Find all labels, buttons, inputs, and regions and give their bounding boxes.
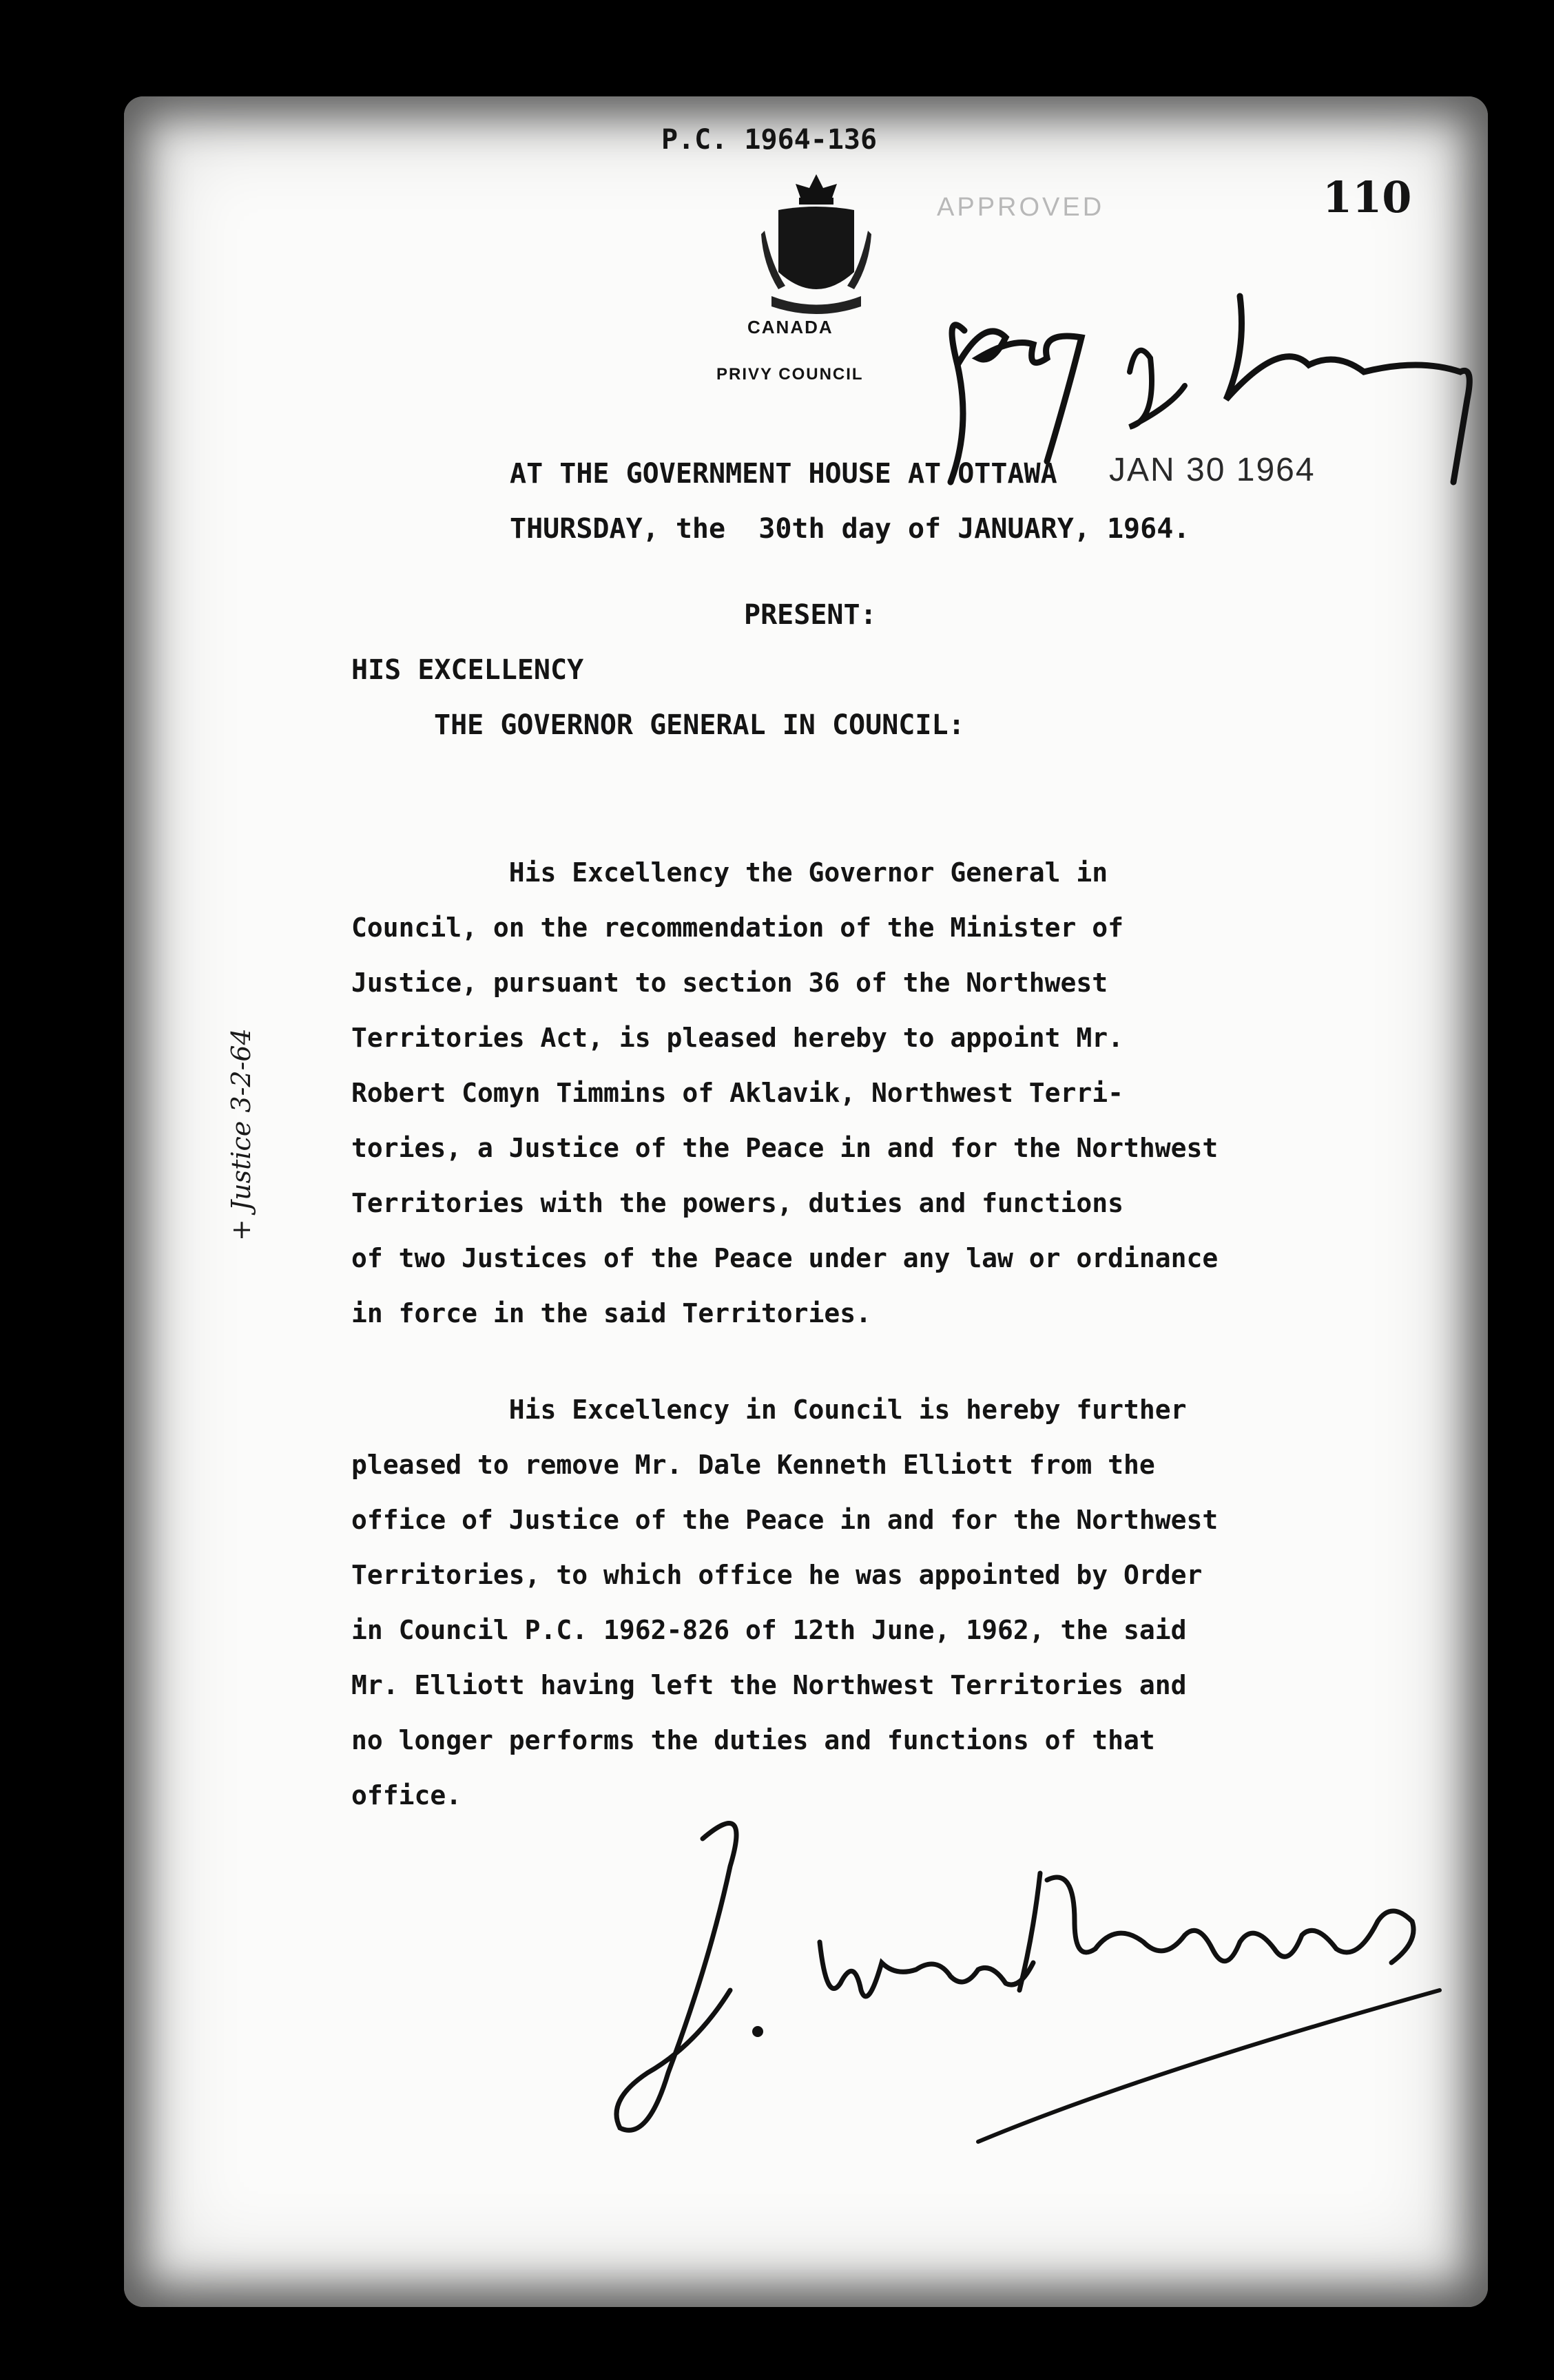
paragraph1-line: Robert Comyn Timmins of Aklavik, Northwest Terri- (351, 1078, 1124, 1108)
canada-crest-icon (758, 169, 875, 317)
document-page (124, 96, 1488, 2307)
paragraph2-line: Mr. Elliott having left the Northwest Territories and (351, 1670, 1187, 1700)
paragraph1-line: Territories with the powers, duties and functions (351, 1188, 1124, 1218)
present-heading: PRESENT: (744, 599, 877, 631)
paragraph1-line: in force in the said Territories. (351, 1298, 871, 1328)
governor-general-line: THE GOVERNOR GENERAL IN COUNCIL: (434, 709, 965, 741)
paragraph2-line: in Council P.C. 1962-826 of 12th June, 1962, the said (351, 1615, 1187, 1645)
paragraph2-line: office. (351, 1780, 462, 1810)
crest-country-label: CANADA (747, 317, 833, 337)
paragraph1-line: His Excellency the Governor General in (351, 857, 1108, 888)
approved-stamp: APPROVED (937, 193, 1105, 222)
crest-body-label: PRIVY COUNCIL (716, 365, 864, 384)
paragraph2-line: pleased to remove Mr. Dale Kenneth Elliott from the (351, 1450, 1155, 1480)
meeting-date: THURSDAY, the 30th day of JANUARY, 1964. (510, 513, 1190, 545)
date-stamp: JAN 30 1964 (1109, 452, 1316, 488)
paragraph1-line: Justice, pursuant to section 36 of the Northwest (351, 968, 1108, 998)
paragraph1-line: Council, on the recommendation of the Minister of (351, 912, 1124, 943)
paragraph2-line: His Excellency in Council is hereby further (351, 1395, 1187, 1425)
pc-number: P.C. 1964-136 (661, 124, 878, 156)
paragraph2-line: office of Justice of the Peace in and for the Northwest (351, 1505, 1219, 1535)
paragraph1-line: tories, a Justice of the Peace in and for the Northwest (351, 1133, 1219, 1163)
his-excellency-line: HIS EXCELLENCY (351, 654, 584, 686)
paragraph1-line: of two Justices of the Peace under any law or ordinance (351, 1243, 1219, 1273)
place-line: AT THE GOVERNMENT HOUSE AT OTTAWA (510, 458, 1057, 490)
margin-note: + Justice 3-2-64 (226, 1028, 256, 1241)
page-number: 110 (1323, 172, 1412, 222)
paragraph2-line: Territories, to which office he was appointed by Order (351, 1560, 1203, 1590)
clerk-signature (592, 1784, 1460, 2169)
paragraph2-line: no longer performs the duties and functions of that (351, 1725, 1155, 1755)
paragraph1-line: Territories Act, is pleased hereby to appoint Mr. (351, 1023, 1124, 1053)
